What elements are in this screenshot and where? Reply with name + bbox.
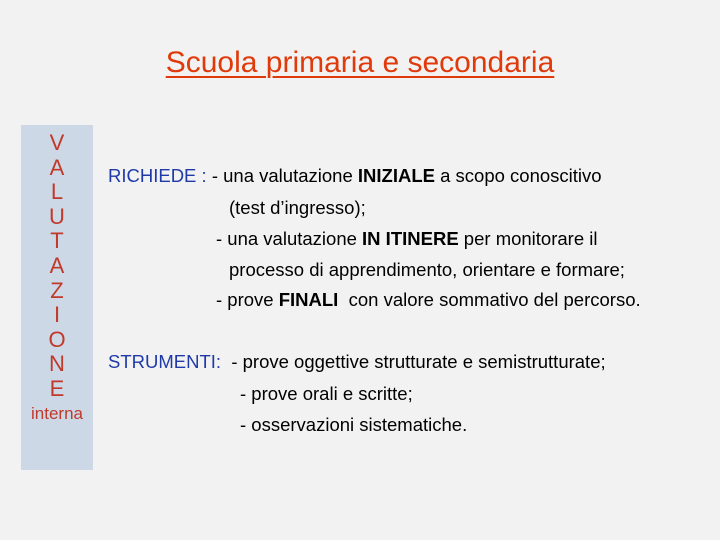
sidebar-letter: L xyxy=(50,179,64,205)
richiede-line-1 xyxy=(108,165,602,187)
richiede-iniziale: INIZIALE xyxy=(357,165,435,186)
richiede-finali: FINALI xyxy=(278,289,339,310)
strumenti-line-2: - prove orali e scritte; xyxy=(240,383,413,404)
slide-title: Scuola primaria e secondaria xyxy=(165,46,555,79)
sidebar-letter: A xyxy=(49,154,65,180)
richiede-line-3 xyxy=(216,228,597,250)
richiede-label: RICHIEDE : xyxy=(108,165,207,186)
sidebar-letter: V xyxy=(49,130,65,155)
richiede-line-5-tail: con valore sommativo del percorso. xyxy=(338,289,641,310)
sidebar-letter: T xyxy=(50,228,64,254)
richiede-line-2: (test d’ingresso); xyxy=(229,197,366,218)
richiede-line-3-tail: per monitorare il xyxy=(458,228,598,249)
vertical-word xyxy=(21,125,93,402)
valutazione-sidebar xyxy=(21,125,93,470)
richiede-line-3-text: - una valutazione xyxy=(216,228,363,249)
sidebar-letter: I xyxy=(53,302,61,328)
sidebar-letter: Z xyxy=(50,277,64,303)
richiede-line-5 xyxy=(216,289,641,311)
strumenti-line-1 xyxy=(108,351,606,373)
strumenti-line-1-text: - prove oggettive strutturate e semistrutturate; xyxy=(221,351,606,372)
sidebar-subtitle: interna xyxy=(31,403,83,423)
sidebar-letter: U xyxy=(49,203,65,229)
richiede-line-5-text: - prove xyxy=(216,289,279,310)
sidebar-letter: N xyxy=(49,351,65,377)
sidebar-letter: A xyxy=(49,252,65,278)
sidebar-letter: E xyxy=(49,375,65,401)
richiede-in-itinere: IN ITINERE xyxy=(362,228,459,249)
sidebar-letter: O xyxy=(48,326,66,352)
richiede-line-1-tail: a scopo conoscitivo xyxy=(434,165,602,186)
richiede-line-1-text: - una valutazione xyxy=(206,165,358,186)
strumenti-line-3: - osservazioni sistematiche. xyxy=(240,414,468,435)
richiede-line-4: processo di apprendimento, orientare e formare; xyxy=(229,259,625,280)
strumenti-label: STRUMENTI: xyxy=(108,351,222,372)
